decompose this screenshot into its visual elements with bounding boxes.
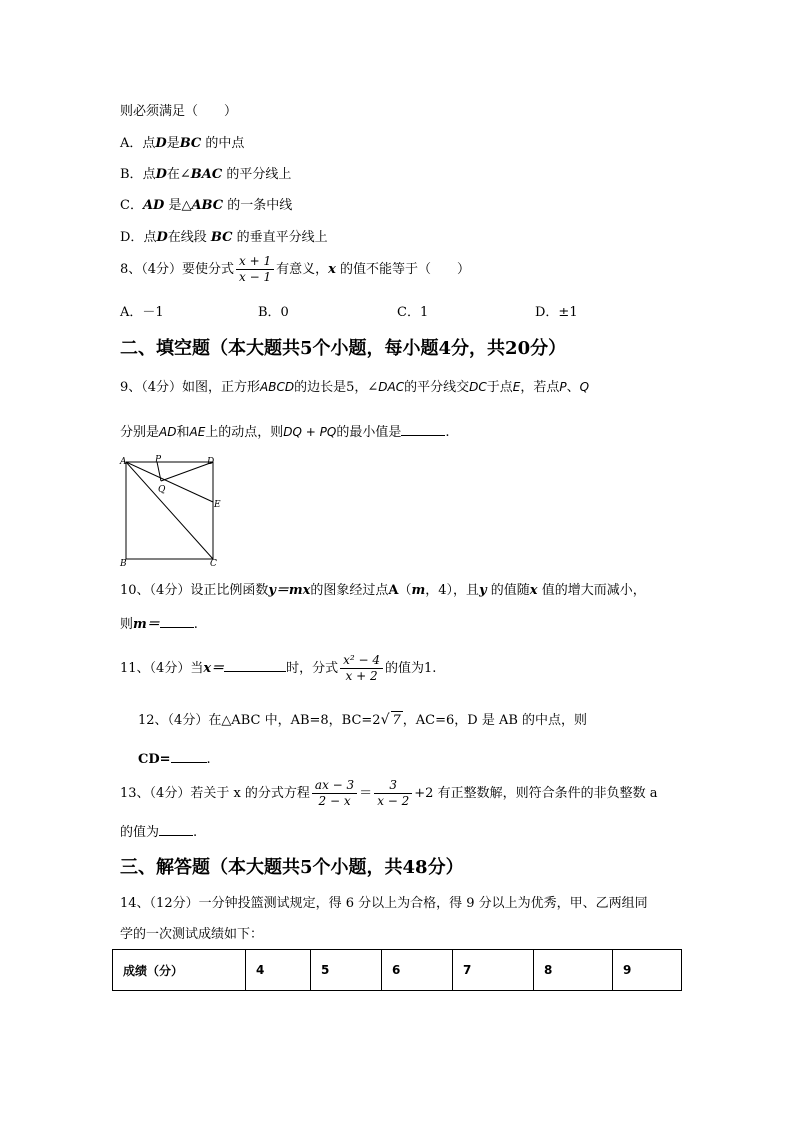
section-3-heading: 三、解答题（本大题共5个小题，共48分） [120, 857, 464, 878]
q12-line-1: 12、（4分）在△ABC 中，AB=8，BC=2√ 7 ，AC=6，D 是 AB 的中点，则 [138, 712, 588, 728]
diagonal-ac [126, 462, 213, 559]
table-cell: 5 [311, 950, 382, 991]
q9-square-figure [118, 454, 228, 570]
table-cell: 6 [382, 950, 453, 991]
table-cell: 8 [534, 950, 613, 991]
table-row [113, 950, 682, 991]
q11-answer-blank [224, 657, 286, 672]
section-2-heading: 二、填空题（本大题共5个小题，每小题4分，共20分） [120, 338, 567, 359]
bisector-ae [126, 462, 213, 502]
label-q: Q [158, 485, 166, 495]
q8-option-c: C．1 [397, 305, 429, 320]
q14-line-2: 学的一次测试成绩如下： [120, 927, 264, 942]
q8-option-b: B．0 [258, 305, 289, 320]
label-e: E [214, 500, 221, 510]
q7-option-b: B．点D在∠BAC 的平分线上 [120, 167, 292, 182]
q12-answer-blank [171, 748, 207, 763]
q13-fraction-left: $\frac{ax - 3}{2 - x}$ [312, 778, 357, 809]
q13-answer-blank [159, 821, 193, 836]
q11-stem: 11、（4分）当x＝ 时，分式 $\frac{\text{x² − 4}}{x + 2}$ 的值为1. [120, 653, 437, 683]
q13-line-1: 13、（4分）若关于 x 的分式方程 $\frac{ax - 3}{2 - x}$ ＝ $\frac{3}{x - 2}$ +2 有正整数解，则符合条件的非负整数 a [120, 778, 658, 808]
label-b: B [120, 559, 127, 569]
q9-answer-blank [401, 421, 445, 436]
q8-fraction: $\frac{x + 1}{x - 1}$ [236, 254, 274, 285]
score-table [112, 949, 682, 991]
q8-option-a: A．－1 [120, 305, 164, 320]
table-cell: 4 [246, 950, 311, 991]
q13-line-2: 的值为 . [120, 821, 197, 842]
segment-qd [161, 462, 213, 481]
q14-line-1: 14、（12分）一分钟投篮测试规定，得 6 分以上为合格，得 9 分以上为优秀，甲、乙两组同 [120, 896, 648, 911]
table-cell: 7 [453, 950, 534, 991]
q13-fraction-right: $\frac{3}{x - 2}$ [374, 778, 412, 809]
q12-line-2: CD= . [138, 748, 211, 769]
q8-option-d: D．±1 [535, 305, 578, 320]
q9-line-2: 分别是AD和AE上的动点，则DQ + PQ的最小值是 . [120, 421, 450, 442]
q10-line-1: 10、（4分）设正比例函数y＝mx的图象经过点A（m，4），且y 的值随x 值的增大而减小， [120, 583, 646, 598]
q7-option-d: D．点D在线段 BC 的垂直平分线上 [120, 230, 328, 245]
label-c: C [210, 559, 217, 569]
label-p: P [155, 455, 162, 465]
q10-answer-blank [160, 613, 194, 628]
table-header-cell: 成绩（分） [113, 950, 246, 991]
q9-line-1: 9、（4分）如图，正方形ABCD的边长是5，∠DAC的平分线交DC于点E，若点P、Q [120, 380, 590, 395]
q8-stem: 8、（4分）要使分式 $\frac{x + 1}{x - 1}$ 有意义，x 的值不能等于（ ） [120, 254, 471, 284]
q7-option-a: A．点D是BC 的中点 [120, 136, 245, 151]
q10-line-2: 则m＝ . [120, 613, 198, 634]
q7-stem-tail: 则必须满足（ ） [120, 104, 238, 119]
table-cell: 9 [613, 950, 682, 991]
q11-fraction: $\frac{\text{x² − 4}}{x + 2}$ [340, 653, 383, 684]
label-a: A [120, 457, 127, 467]
label-d: D [207, 457, 215, 467]
q7-option-c: C．AD 是△ABC 的一条中线 [120, 198, 293, 213]
